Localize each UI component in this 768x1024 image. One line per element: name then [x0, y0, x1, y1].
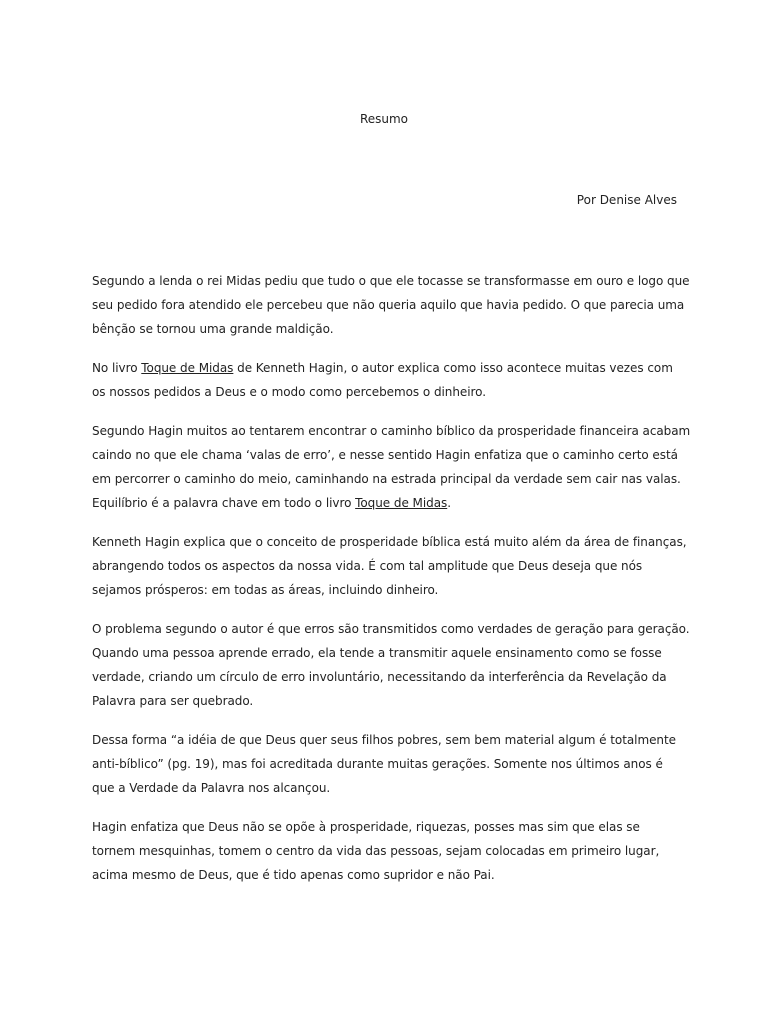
text-line	[92, 530, 692, 554]
text-line	[92, 752, 692, 776]
document-body	[92, 269, 692, 902]
text-segment: os nossos pedidos a Deus e o modo como percebemos o dinheiro.	[92, 385, 486, 399]
text-segment: abrangendo todos os aspectos da nossa vida. É com tal amplitude que Deus deseja que nós	[92, 559, 643, 573]
text-line	[92, 269, 692, 293]
text-line	[92, 839, 692, 863]
text-segment: Kenneth Hagin explica que o conceito de prosperidade bíblica está muito além da área de finanças,	[92, 535, 687, 549]
book-title-underlined: Toque de Midas	[355, 496, 448, 510]
text-segment: que a Verdade da Palavra nos alcançou.	[92, 781, 331, 795]
book-title-underlined: Toque de Midas	[141, 361, 234, 375]
document-author: Por Denise Alves	[576, 193, 677, 207]
text-segment: de Kenneth Hagin, o autor explica como isso acontece muitas vezes com	[233, 361, 673, 375]
text-segment: bênção se tornou uma grande maldição.	[92, 322, 334, 336]
paragraph	[92, 419, 692, 515]
text-line	[92, 554, 692, 578]
text-segment: anti-bíblico” (pg. 19), mas foi acreditada durante muitas gerações. Somente nos últimos anos é	[92, 757, 663, 771]
text-segment: Segundo Hagin muitos ao tentarem encontrar o caminho bíblico da prosperidade financeira acabam	[92, 424, 691, 438]
text-line	[92, 380, 692, 404]
text-line	[92, 443, 692, 467]
paragraph	[92, 356, 692, 404]
paragraph	[92, 815, 692, 887]
text-line	[92, 419, 692, 443]
text-line	[92, 467, 692, 491]
text-segment: verdade, criando um círculo de erro involuntário, necessitando da interferência da Revelação da	[92, 670, 667, 684]
text-line	[92, 491, 692, 515]
text-line	[92, 293, 692, 317]
paragraph	[92, 269, 692, 341]
text-segment: em percorrer o caminho do meio, caminhando na estrada principal da verdade sem cair nas valas.	[92, 472, 681, 486]
text-line	[92, 665, 692, 689]
text-segment: .	[447, 496, 451, 510]
text-segment: acima mesmo de Deus, que é tido apenas como supridor e não Pai.	[92, 868, 495, 882]
text-segment: Dessa forma “a idéia de que Deus quer seus filhos pobres, sem bem material algum é totalmente	[92, 733, 676, 747]
text-line	[92, 356, 692, 380]
text-line	[92, 728, 692, 752]
document-title: Resumo	[359, 112, 409, 126]
text-segment: No livro	[92, 361, 142, 375]
text-segment: Hagin enfatiza que Deus não se opõe à prosperidade, riquezas, posses mas sim que elas se	[92, 820, 640, 834]
text-line	[92, 689, 692, 713]
paragraph	[92, 617, 692, 713]
text-segment: O problema segundo o autor é que erros são transmitidos como verdades de geração para geração.	[92, 622, 690, 636]
text-segment: Quando uma pessoa aprende errado, ela tende a transmitir aquele ensinamento como se fosse	[92, 646, 662, 660]
text-segment: Palavra para ser quebrado.	[92, 694, 254, 708]
text-segment: seu pedido fora atendido ele percebeu que não queria aquilo que havia pedido. O que parecia uma	[92, 298, 685, 312]
text-line	[92, 317, 692, 341]
text-line	[92, 863, 692, 887]
text-segment: Segundo a lenda o rei Midas pediu que tudo o que ele tocasse se transformasse em ouro e logo que	[92, 274, 690, 288]
text-line	[92, 815, 692, 839]
text-segment: tornem mesquinhas, tomem o centro da vida das pessoas, sejam colocadas em primeiro lugar,	[92, 844, 660, 858]
text-line	[92, 641, 692, 665]
text-segment: Equilíbrio é a palavra chave em todo o livro	[92, 496, 356, 510]
text-segment: sejamos prósperos: em todas as áreas, incluindo dinheiro.	[92, 583, 439, 597]
paragraph	[92, 728, 692, 800]
text-line	[92, 617, 692, 641]
paragraph	[92, 530, 692, 602]
text-line	[92, 776, 692, 800]
text-line	[92, 578, 692, 602]
text-segment: caindo no que ele chama ‘valas de erro’, e nesse sentido Hagin enfatiza que o caminho certo está	[92, 448, 678, 462]
